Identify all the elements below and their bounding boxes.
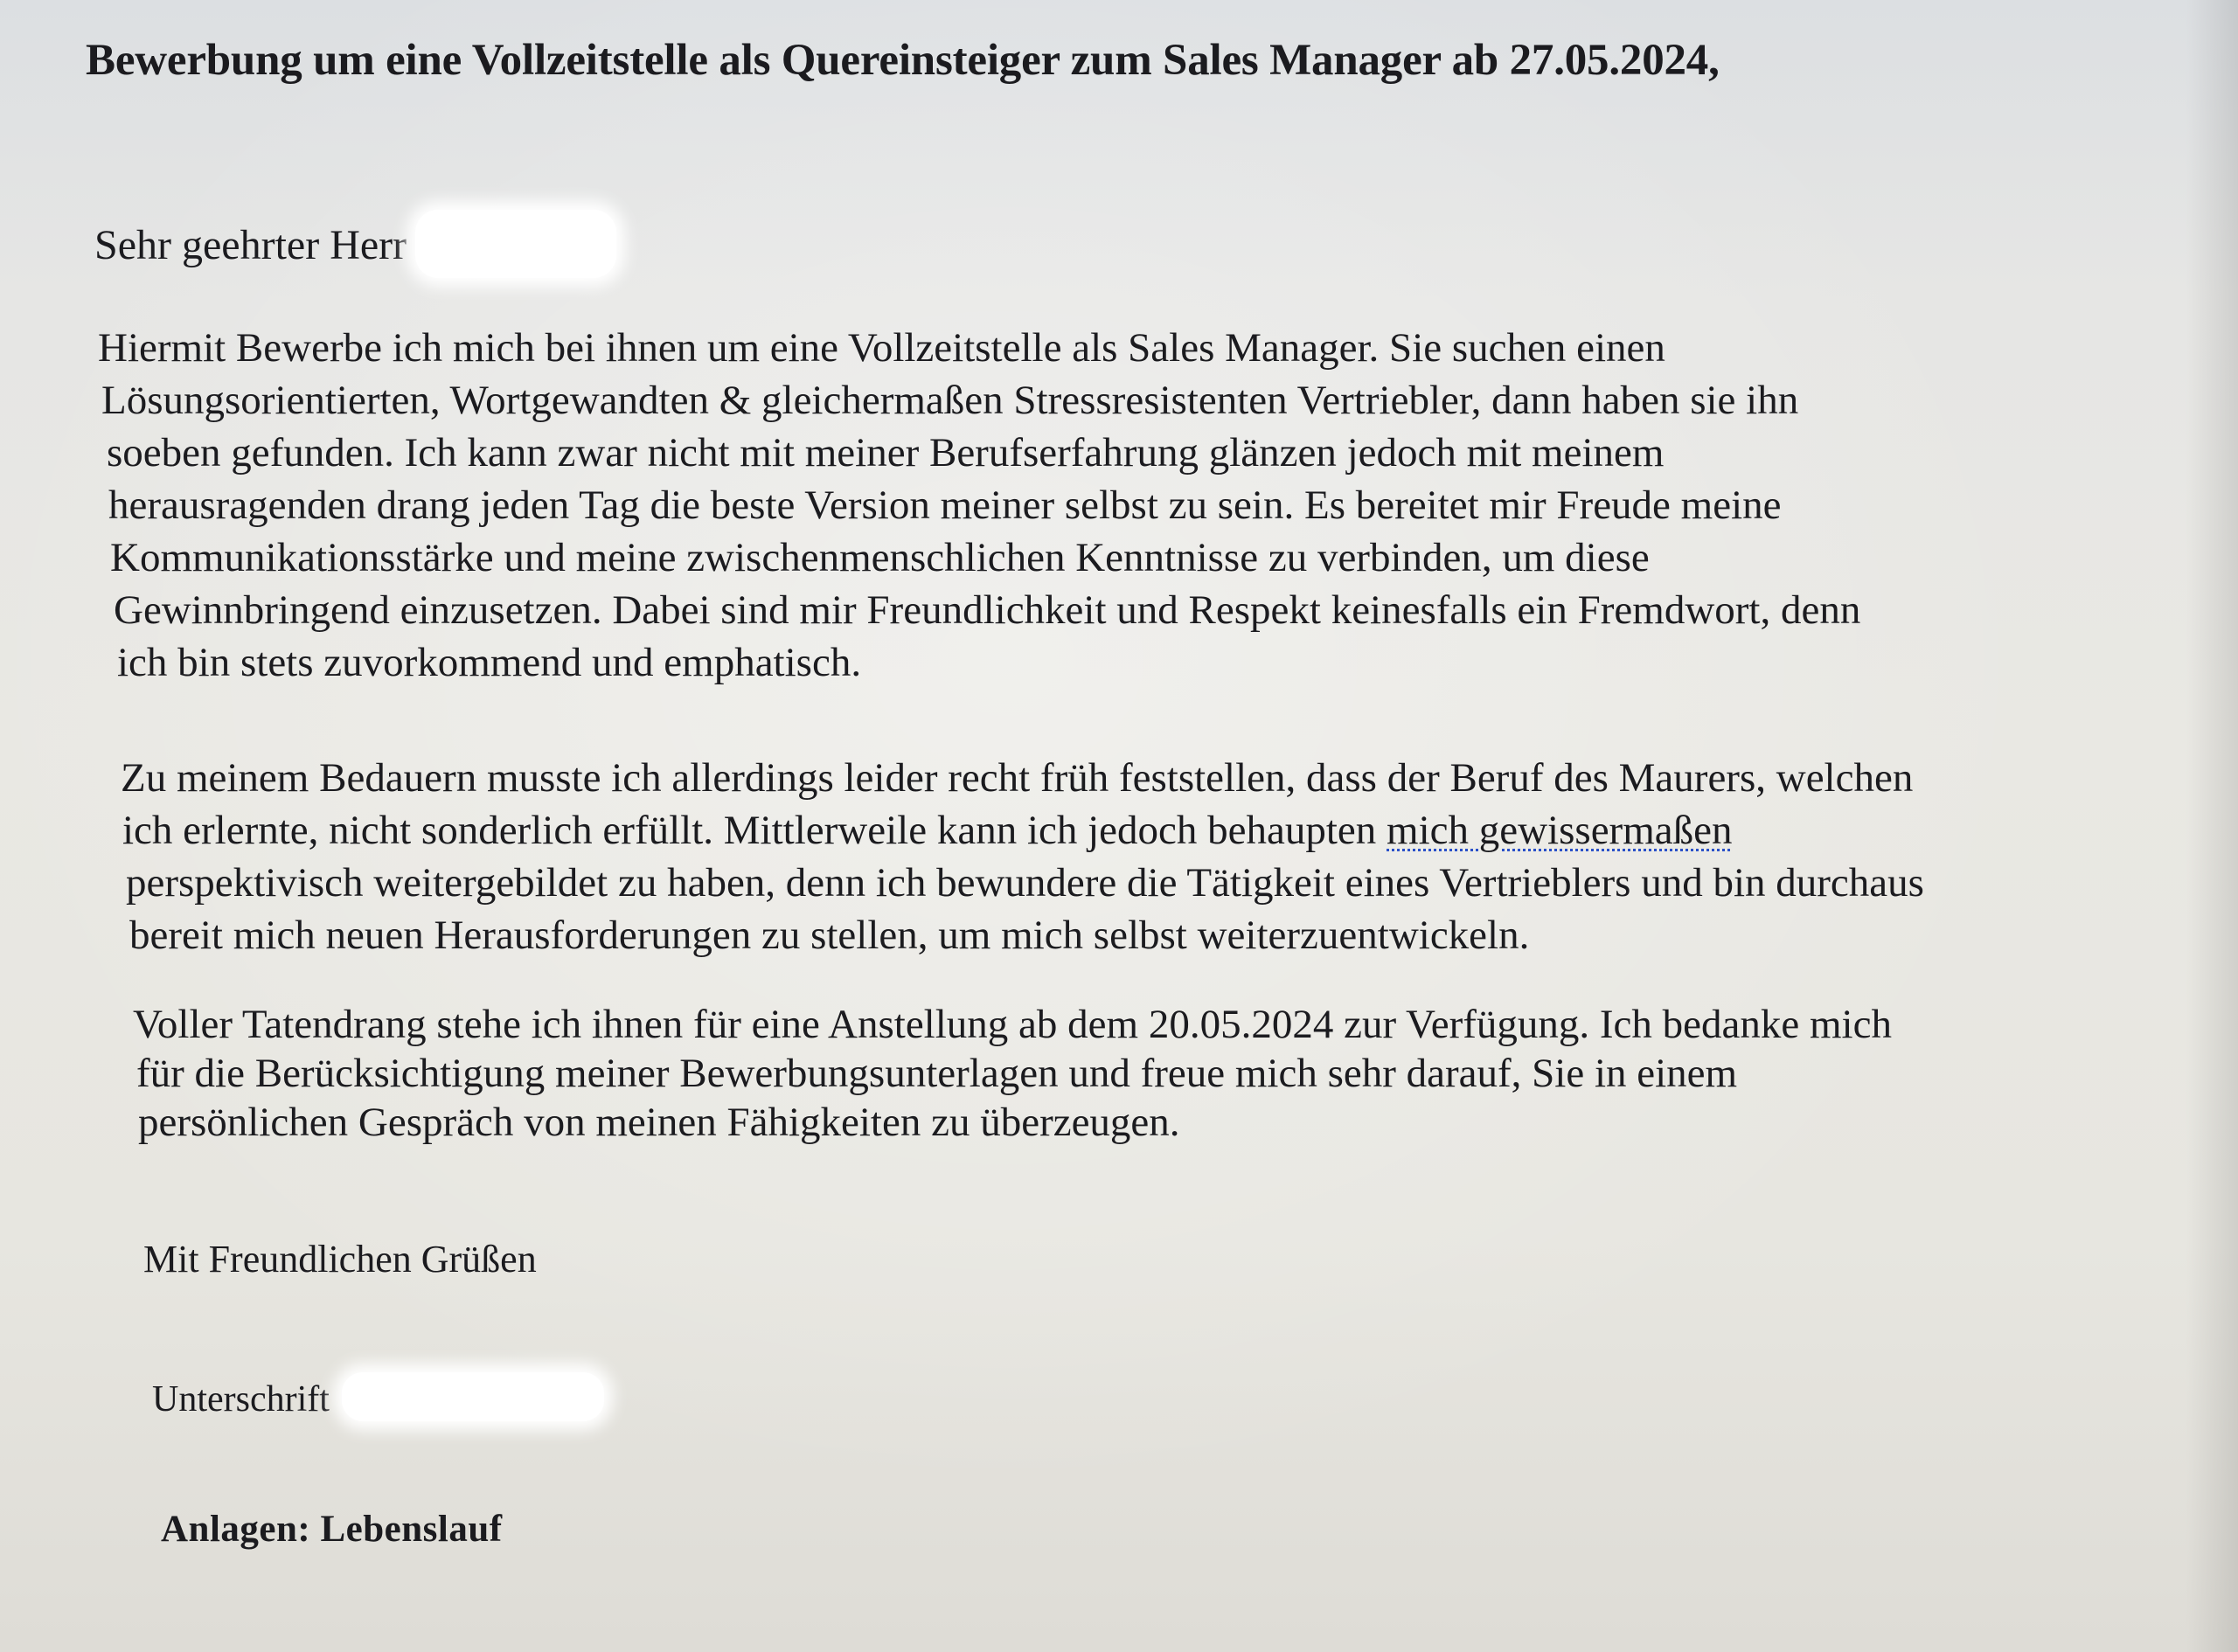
text-line: Voller Tatendrang stehe ich ihnen für eine Anstellung ab dem 20.05.2024 zur Verfügung. Ich bedanke mich	[133, 1002, 1892, 1047]
text-line: Hiermit Bewerbe ich mich bei ihnen um eine Vollzeitstelle als Sales Manager. Sie suchen einen	[98, 325, 1665, 371]
text-segment: ich erlernte, nicht sonderlich erfüllt. Mittlerweile kann ich jedoch behaupten	[122, 808, 1387, 853]
text-line	[121, 804, 1924, 857]
paragraph-background	[121, 752, 1924, 961]
screen-edge-shade	[2186, 0, 2238, 1652]
paragraph-availability	[133, 1000, 1892, 1147]
text-line: herausragenden drang jeden Tag die beste Version meiner selbst zu sein. Es bereitet mir Freude meine	[108, 482, 1782, 528]
text-line: Lösungsorientierten, Wortgewandten & gleichermaßen Stressresistenten Vertriebler, dann haben sie ihn	[101, 378, 1799, 423]
text-line: Kommunikationsstärke und meine zwischenmenschlichen Kenntnisse zu verbinden, um diese	[110, 535, 1650, 580]
text-line: soeben gefunden. Ich kann zwar nicht mit meiner Berufserfahrung glänzen jedoch mit meinem	[107, 430, 1665, 475]
text-line: Gewinnbringend einzusetzen. Dabei sind mir Freundlichkeit und Respekt keinesfalls ein Fremdwort, denn	[114, 587, 1861, 633]
text-line: für die Berücksichtigung meiner Bewerbungsunterlagen und freue mich sehr darauf, Sie in einem	[136, 1051, 1738, 1096]
signature-label: Unterschrift	[152, 1379, 330, 1419]
text-line: bereit mich neuen Herausforderungen zu stellen, um mich selbst weiterzuentwickeln.	[129, 913, 1530, 958]
text-line: Zu meinem Bedauern musste ich allerdings leider recht früh feststellen, dass der Beruf des Maurers, welchen	[121, 755, 1914, 801]
salutation-text: Sehr geehrter Herr	[94, 222, 407, 268]
enclosures: Anlagen: Lebenslauf	[161, 1509, 503, 1550]
redacted-signature	[342, 1372, 604, 1421]
redacted-name	[415, 210, 616, 278]
salutation	[94, 210, 616, 278]
text-line: perspektivisch weitergebildet zu haben, denn ich bewundere die Tätigkeit eines Vertrieblers und bin durchaus	[126, 860, 1924, 906]
paragraph-introduction	[98, 322, 1860, 689]
text-line: ich bin stets zuvorkommend und emphatisch.	[117, 640, 862, 685]
text-line: persönlichen Gespräch von meinen Fähigkeiten zu überzeugen.	[138, 1100, 1180, 1145]
signature-line	[152, 1372, 604, 1421]
letter-subject: Bewerbung um eine Vollzeitstelle als Quereinsteiger zum Sales Manager ab 27.05.2024,	[86, 36, 1720, 85]
spellcheck-flagged-text[interactable]: mich gewissermaßen	[1387, 808, 1733, 853]
closing-phrase: Mit Freundlichen Grüßen	[143, 1238, 537, 1281]
